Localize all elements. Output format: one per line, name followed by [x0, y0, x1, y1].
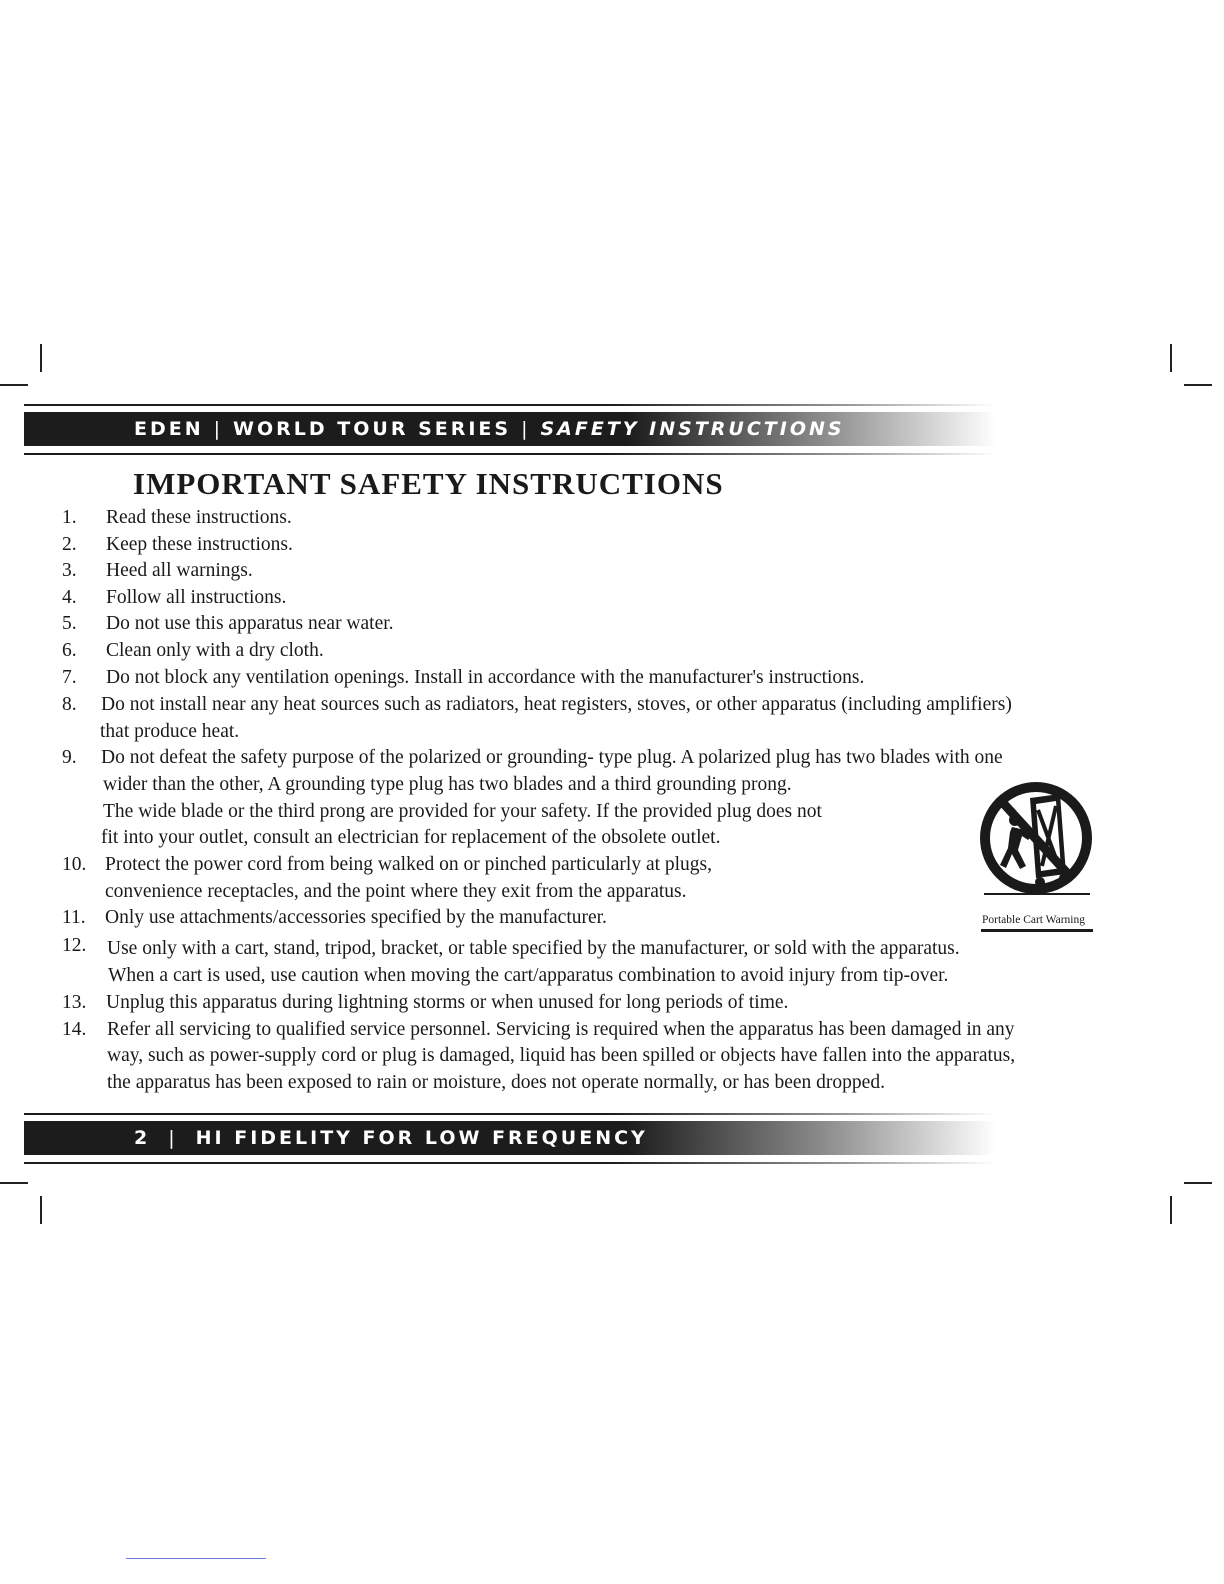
item-text: convenience receptacles, and the point where they exit from the apparatus. — [105, 881, 687, 902]
item-text: Read these instructions. — [106, 507, 292, 528]
item-text: Do not install near any heat sources such as radiators, heat registers, stoves, or other apparatus (including amplifiers) — [101, 694, 1012, 715]
cart-caption: Portable Cart Warning — [982, 914, 1085, 926]
cart-caption-underline — [981, 929, 1093, 932]
item-number: 12. — [62, 935, 87, 956]
footer-rule — [24, 1162, 996, 1164]
header-text: EDEN | WORLD TOUR SERIES | SAFETY INSTRUCTIONS — [134, 418, 845, 440]
crop-mark — [1170, 1196, 1172, 1224]
item-text: Do not block any ventilation openings. Install in accordance with the manufacturer's instructions. — [106, 667, 865, 688]
crop-mark — [40, 344, 42, 372]
item-text: The wide blade or the third prong are provided for your safety. If the provided plug does not — [103, 801, 822, 822]
item-number: 7. — [62, 667, 77, 688]
item-number: 4. — [62, 587, 77, 608]
item-text: Refer all servicing to qualified service personnel. Servicing is required when the apparatus has been damaged in any — [107, 1019, 1015, 1040]
crop-mark — [1170, 344, 1172, 372]
header-rule — [24, 453, 996, 455]
item-number: 2. — [62, 534, 77, 555]
item-text: When a cart is used, use caution when moving the cart/apparatus combination to avoid injury from tip-over. — [108, 965, 949, 986]
item-number: 1. — [62, 507, 77, 528]
item-text: Use only with a cart, stand, tripod, bracket, or table specified by the manufacturer, or sold with the apparatus. — [107, 938, 960, 959]
item-number: 13. — [62, 992, 87, 1013]
item-text: Heed all warnings. — [106, 560, 253, 581]
item-number: 3. — [62, 560, 77, 581]
bottom-underline — [126, 1558, 266, 1559]
crop-mark — [0, 384, 28, 386]
crop-mark — [0, 1182, 28, 1184]
item-text: Unplug this apparatus during lightning storms or when unused for long periods of time. — [106, 992, 789, 1013]
page-title: IMPORTANT SAFETY INSTRUCTIONS — [133, 466, 724, 501]
item-text: Protect the power cord from being walked on or pinched particularly at plugs, — [105, 854, 713, 875]
page-number: 2 — [134, 1127, 151, 1149]
cart-warning-icon — [970, 770, 1102, 932]
item-text: Only use attachments/accessories specified by the manufacturer. — [105, 907, 607, 928]
item-text: Keep these instructions. — [106, 534, 293, 555]
crop-mark — [1184, 384, 1212, 386]
item-text: way, such as power-supply cord or plug is damaged, liquid has been spilled or objects have fallen into the apparatus, — [107, 1045, 1016, 1066]
item-number: 14. — [62, 1019, 87, 1040]
header-rule — [24, 404, 996, 406]
item-text: fit into your outlet, consult an electrician for replacement of the obsolete outlet. — [101, 827, 721, 848]
header-band — [24, 412, 996, 446]
crop-mark — [1184, 1182, 1212, 1184]
footer-text: 2 | HI FIDELITY FOR LOW FREQUENCY — [134, 1127, 648, 1149]
header-section: SAFETY INSTRUCTIONS — [540, 418, 845, 440]
item-text: that produce heat. — [100, 721, 240, 742]
item-text: wider than the other, A grounding type plug has two blades and a third grounding prong. — [103, 774, 792, 795]
item-number: 10. — [62, 854, 87, 875]
footer-rule — [24, 1113, 996, 1115]
footer-band — [24, 1121, 996, 1155]
item-number: 11. — [62, 907, 86, 928]
crop-mark — [40, 1196, 42, 1224]
item-text: Clean only with a dry cloth. — [106, 640, 324, 661]
item-number: 8. — [62, 694, 77, 715]
item-text: Do not use this apparatus near water. — [106, 613, 394, 634]
item-number: 9. — [62, 747, 77, 768]
item-text: the apparatus has been exposed to rain or moisture, does not operate normally, or has been dropped. — [107, 1072, 885, 1093]
footer-tagline: HI FIDELITY FOR LOW FREQUENCY — [195, 1127, 648, 1149]
header-series: WORLD TOUR SERIES — [233, 418, 512, 440]
item-number: 5. — [62, 613, 77, 634]
header-brand: EDEN — [134, 418, 204, 440]
item-text: Do not defeat the safety purpose of the polarized or grounding- type plug. A polarized plug has two blades with one — [101, 747, 1003, 768]
item-text: Follow all instructions. — [106, 587, 287, 608]
item-number: 6. — [62, 640, 77, 661]
